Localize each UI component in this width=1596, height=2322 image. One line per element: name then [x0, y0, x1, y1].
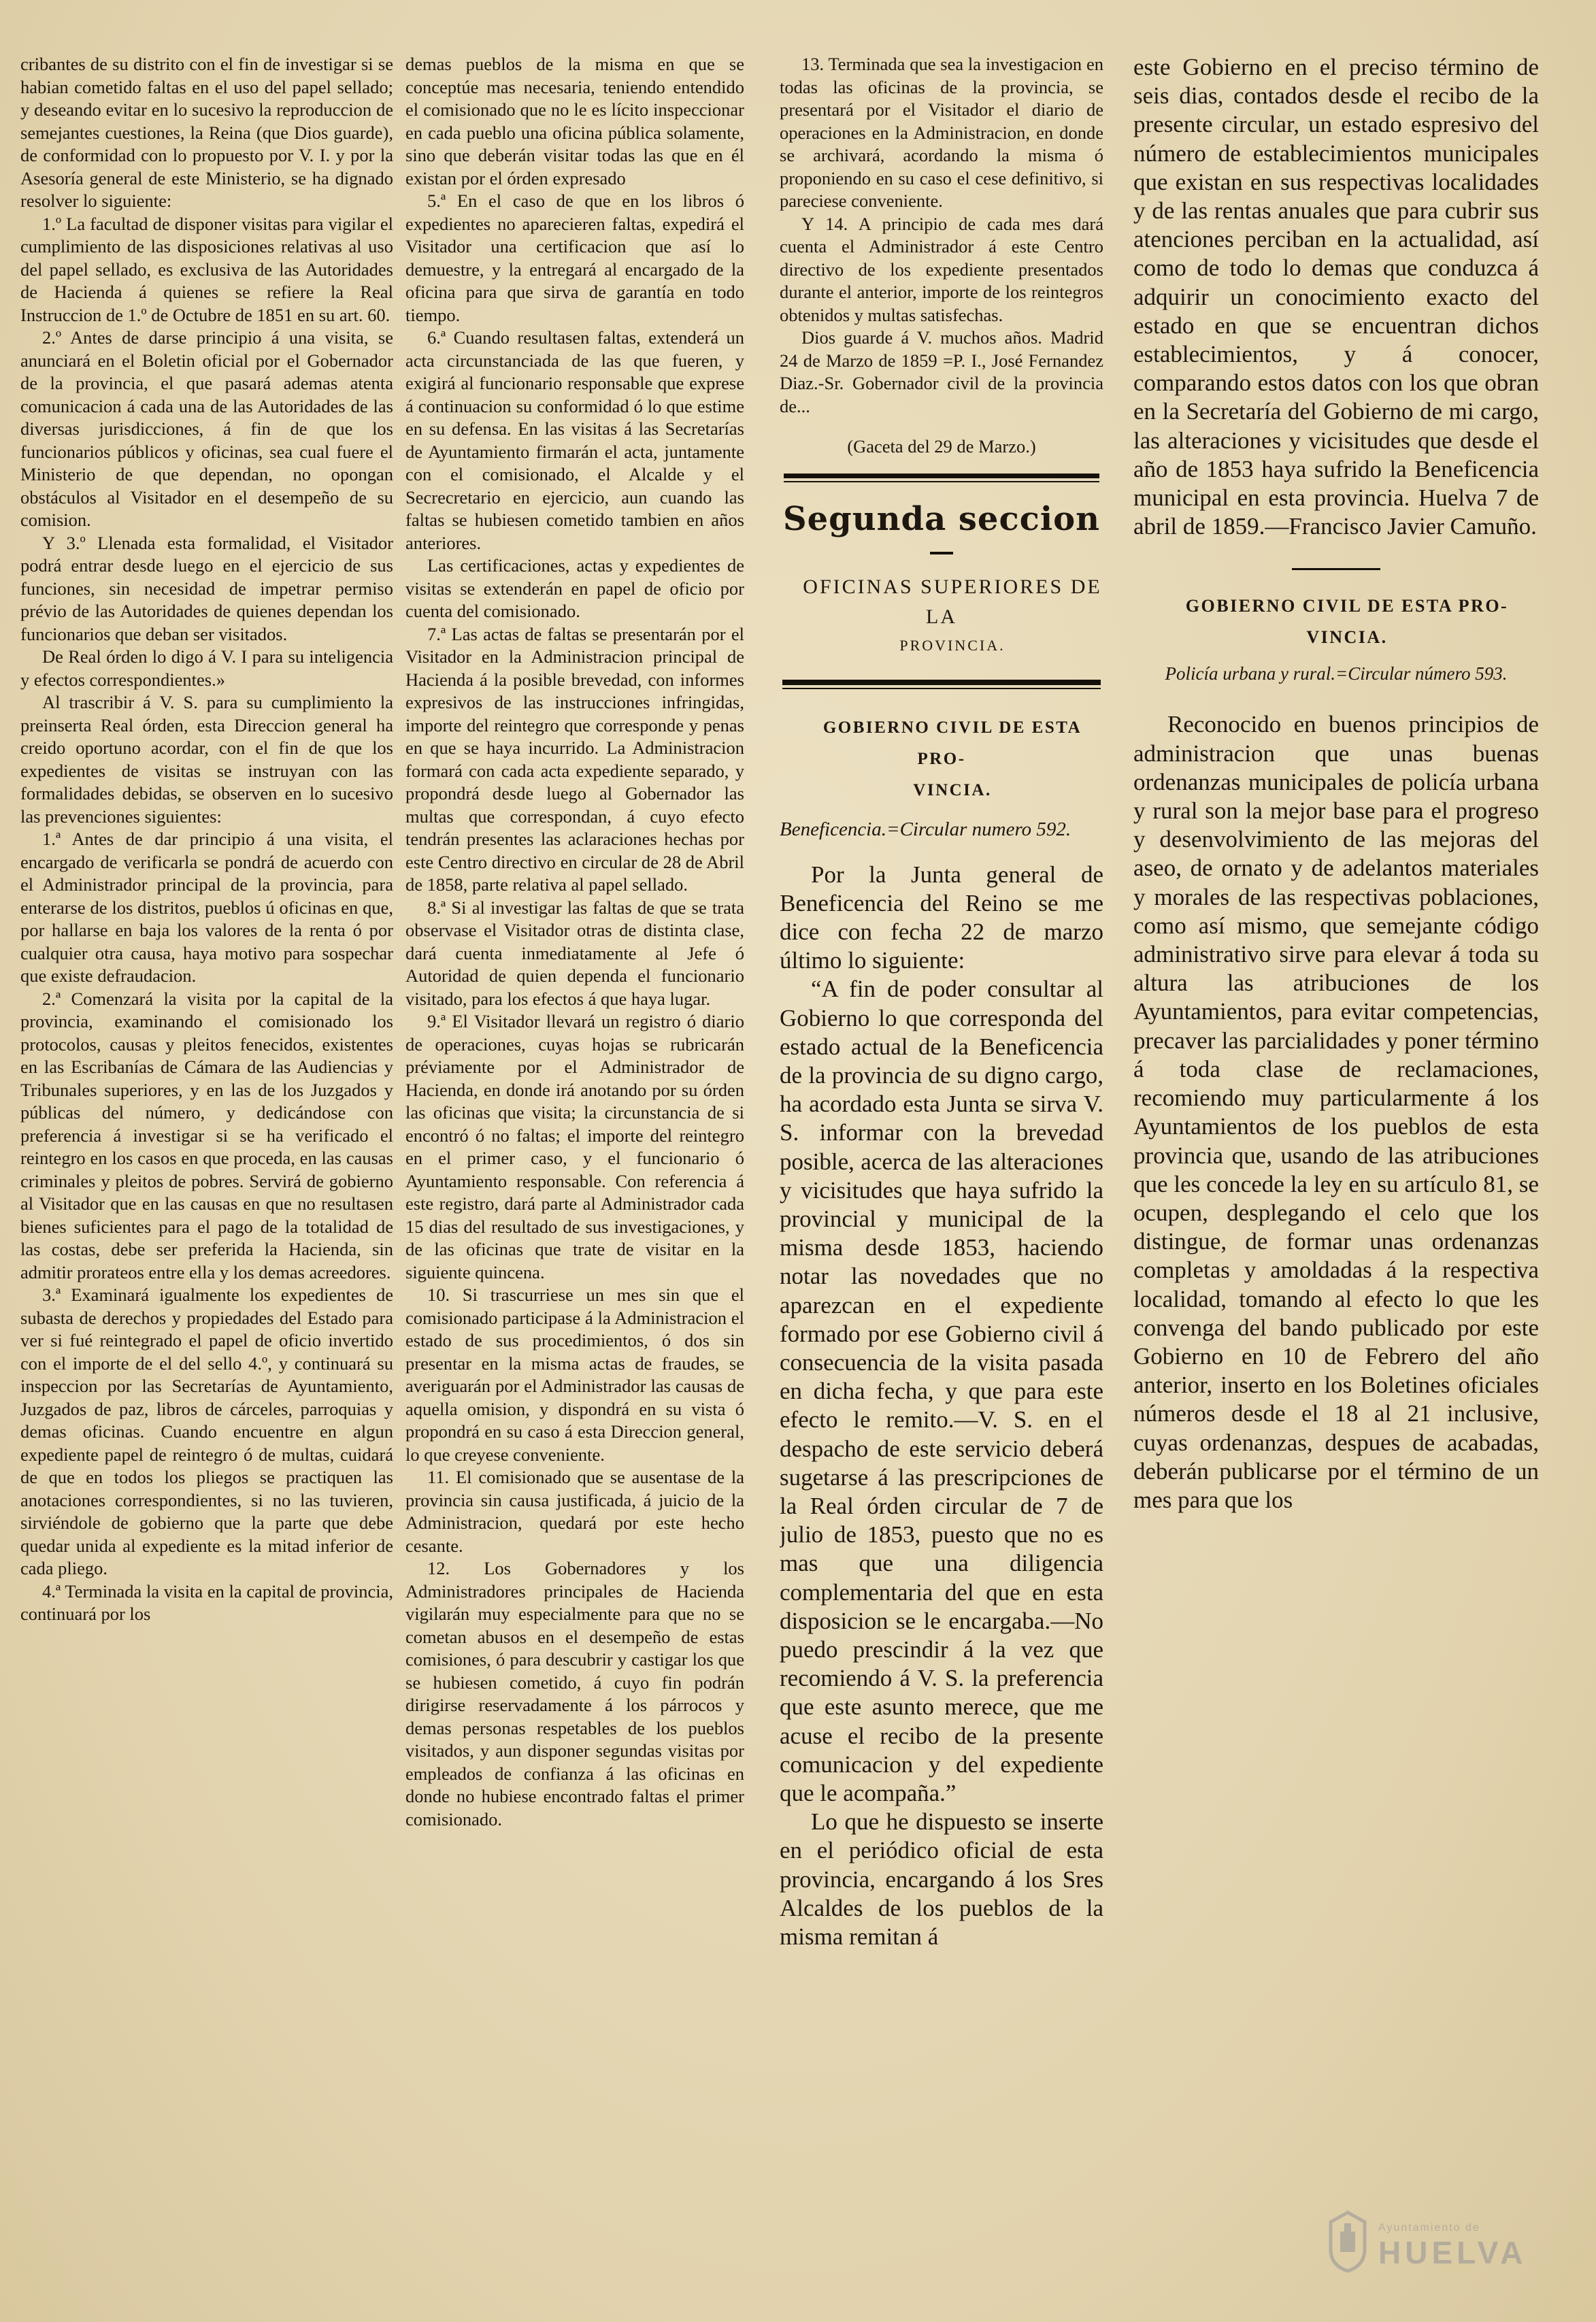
- paragraph: demas pueblos de la misma en que se conceptúe mas necesaria, teniendo entendido el comisionado que no le es lícito inspeccionar en cada pueblo una oficina pública solamente, sino que deberán visitar todas las que en él existan por el órden expresado: [405, 54, 744, 188]
- paragraph: 2.º Antes de darse principio á una visita, se anunciará en el Boletin oficial por el Gobernador de la provincia, el que pasará ademas atenta comunicacion á cada una de las Autoridades de las diversas jurisdicciones, á fin de que los funcionarios públicos y oficinas, sea cual fuere el Ministerio de que dependan, no opongan obstáculos al Visitador en el desempeño de su comision.: [20, 327, 393, 530]
- offices-heading: OFICINAS SUPERIORES DE LA: [803, 575, 1102, 628]
- section-rule: [784, 474, 1099, 478]
- column-1: [20, 53, 393, 1626]
- paragraph: 9.ª El Visitador llevará un registro ó diario de operaciones, cuyas hojas se rubricarán préviamente por el Administrador de Hacienda, en donde irá anotando por su órden las oficinas que visita; la circunstancia de si encontró ó no faltas; el importe del reintegro en el primer caso, y el funcionario ó Ayuntamiento responsable. Con referencia á este registro, dará parte al Administrador cada 15 dias del resultado de sus investigaciones, y de las oficinas que trate de visitar en la siguiente quincena.: [405, 1011, 744, 1282]
- paragraph: Las certificaciones, actas y expedientes de visitas se extenderán en papel de oficio por cuenta del comisionado.: [405, 555, 744, 621]
- gobierno-heading-2: VINCIA.: [1306, 627, 1388, 648]
- circular-title: Beneficencia.=Circular numero 592.: [780, 818, 1071, 840]
- paragraph: Lo que he dispuesto se inserte en el periódico oficial de esta provincia, encargando á los Sres Alcaldes de los pueblos de la misma remitan á: [780, 1808, 1103, 1951]
- source-credit: (Gaceta del 29 de Marzo.): [847, 436, 1036, 457]
- paragraph: cribantes de su distrito con el fin de investigar si se habian cometido faltas en el uso del papel sellado; y deseando evitar en lo sucesivo la reproduccion de semejantes cuestiones, la Reina (que Dios guarde), de conformidad con lo propuesto por V. I. y por la Asesoría general de este Ministerio, se ha dignado resolver lo siguiente:: [20, 54, 393, 211]
- huelva-watermark: [1324, 2208, 1569, 2276]
- paragraph: Por la Junta general de Beneficencia del Reino se me dice con fecha 22 de marzo último lo siguiente:: [780, 861, 1103, 974]
- paragraph: 8.ª Si al investigar las faltas de que se trata observase el Visitador otras de distinta clase, dará cuenta inmediatamente al Jefe ó Autoridad de quien dependa el funcionario visitado, para los efectos á que haya lugar.: [405, 897, 744, 1009]
- double-rule: [782, 680, 1101, 689]
- section-rule-thin: [784, 481, 1099, 482]
- gobierno-heading-2: VINCIA.: [913, 780, 992, 799]
- paragraph: 13. Terminada que sea la investigacion en todas las oficinas de la provincia, se presentará por el Visitador el diario de operaciones en la Administracion, en donde se archivará, acordando la misma ó proponiendo en su caso el cese definitivo, si pareciese conveniente.: [780, 54, 1103, 211]
- paragraph: 7.ª Las actas de faltas se presentarán por el Visitador en la Administracion principal de Hacienda á la posible brevedad, con informes expresivos de las instrucciones infringidas, importe del reintegro que corresponde y penas en que se haya incurrido. La Administracion formará con cada acta expediente separado, y propondrá desde luego al Gobernador las multas que correspondan, á cuyo efecto tendrán presentes las aclaraciones hechas por este Centro directivo en circular de 28 de Abril de 1858, parte relativa al papel sellado.: [405, 623, 744, 895]
- paragraph: Y 14. A principio de cada mes dará cuenta el Administrador á este Centro directivo de los expediente presentados durante el anterior, importe de los reintegros obtenidos y multas satisfechas.: [780, 213, 1103, 325]
- paragraph: 5.ª En el caso de que en los libros ó expedientes no aparecieren faltas, expedirá el Visitador una certificacion que así lo demuestre, y la entregará al encargado de la oficina para que sirva de garantía en todo tiempo.: [405, 190, 744, 325]
- paragraph: De Real órden lo digo á V. I para su inteligencia y efectos correspondientes.»: [20, 646, 393, 690]
- quoted-paragraph: “A fin de poder consultar al Gobierno lo que corresponda del estado actual de la Beneficencia de la provincia de su digno cargo, ha acordado esta Junta se sirva V. S. informar con la brevedad posible, acerca de las alteraciones y vicisitudes que haya sufrido la provincial y municipal de la misma desde 1853, haciendo notar las novedades que no aparezcan en el expediente formado por ese Gobierno civil á consecuencia de la visita pasada en dicha fecha, y que para este efecto le remito.—V. S. en el despacho de este servicio deberá sugetarse á las prescripciones de la Real órden circular de 7 de julio de 1853, puesto que no es mas que una diligencia complementaria del que en esta disposicion se le encargaba.—No puedo prescindir á la vez que recomiendo á V. S. la preferencia que este asunto merece, que me acuse el recibo de la presente comunicacion y del expediente que le acompaña.”: [780, 976, 1103, 1806]
- short-rule: [1292, 568, 1380, 570]
- column-2: [405, 53, 744, 1831]
- paragraph: este Gobierno en el preciso término de seis dias, contados desde el recibo de la presente circular, un estado espresivo del número de establecimientos municipales que existan en sus respectivas localidades y de las rentas anuales que para cubrir sus atenciones perciban en la actualidad, así como de todo lo demas que conduzca á adquirir un conocimiento exacto del estado en que se encuentran dichos establecimientos, y á conocer, comparando estos datos con los que obran en la Secretaría del Gobierno de mi cargo, las alteraciones y vicisitudes que desde el año de 1853 haya sufrido la Beneficencia municipal en esta provincia. Huelva 7 de abril de 1859.—Francisco Javier Camuño.: [1133, 54, 1539, 540]
- dash-divider: [930, 552, 953, 554]
- gobierno-heading: GOBIERNO CIVIL DE ESTA PRO-: [1185, 596, 1509, 616]
- paragraph: 4.ª Terminada la visita en la capital de provincia, continuará por los: [20, 1580, 393, 1624]
- paragraph: 2.ª Comenzará la visita por la capital de la provincia, examinando el comisionado los protocolos, causas y pleitos fenecidos, existentes en las Escribanías de Cámara de las Audiencias y Tribunales superiores, y en las de los Juzgados y públicas del número, y dedicándose con preferencia á investigar si se ha verificado el reintegro en los casos en que proceda, en las causas criminales y pleitos de pobres. Servirá de gobierno al Visitador que en las causas en que no resultasen bienes suficientes para el pago de la totalidad de las costas, debe ser preferida la Hacienda, sin admitir prorateos entre ella y los demas acreedores.: [20, 988, 393, 1282]
- offices-subheading: PROVINCIA.: [899, 636, 1005, 654]
- paragraph: Y 3.º Llenada esta formalidad, el Visitador podrá entrar desde luego en el ejercicio de sus funciones, sin necesidad de impetrar permiso prévio de las Autoridades de quienes dependan los funcionarios que deban ser visitados.: [20, 532, 393, 644]
- paragraph: 1.º La facultad de disponer visitas para vigilar el cumplimiento de las disposiciones relativas al uso del papel sellado, es exclusiva de las Autoridades de Hacienda á quienes se refiere la Real Instruccion de 1.º de Octubre de 1851 en su art. 60.: [20, 213, 393, 325]
- column-4: [1133, 53, 1539, 1514]
- gobierno-heading: GOBIERNO CIVIL DE ESTA PRO-: [822, 718, 1082, 768]
- paragraph: Al trascribir á V. S. para su cumplimiento la preinserta Real órden, esta Direccion general ha creido oportuno acordar, con el fin de que los expedientes de visitas se instruyan con las formalidades debidas, se observen en lo sucesivo las prevenciones siguientes:: [20, 692, 393, 827]
- watermark-line-1: Ayuntamiento de: [1378, 2222, 1480, 2234]
- paragraph: 1.ª Antes de dar principio á una visita, el encargado de verificarla se pondrá de acuerdo con el Administrador principal de la provincia, para enterarse de los distritos, pueblos ú oficinas en que, por hallarse en baja los valores de la renta ó por cualquier otra causa, haya motivo para sospechar que existe defraudacion.: [20, 829, 393, 986]
- paragraph: 10. Si trascurriese un mes sin que el comisionado participase á la Administracion el estado de sus procedimientos, ó dos sin presentar en la misma actas de fraudes, se averiguarán por el Administrador las causas de aquella omision, y dispondrá en su vista ó propondrá en su caso á esta Direccion general, lo que creyese conveniente.: [405, 1284, 744, 1465]
- section-title: Segunda seccion: [782, 499, 1101, 538]
- paragraph: 12. Los Gobernadores y los Administradores principales de Hacienda vigilarán muy especialmente para que no se cometan abusos en el desempeño de estas comisiones, ó para descubrir y castigar los que se hubiesen cometido, á cuyo fin podrán dirigirse reservadamente á los párrocos y demas personas respetables de los pueblos visitados, y aun disponer segundas visitas por empleados de confianza á las oficinas en donde no hubiese encontrado faltas el primer comisionado.: [405, 1558, 744, 1829]
- paragraph: 6.ª Cuando resultasen faltas, extenderá un acta circunstanciada de las que fueren, y exigirá al funcionario responsable que exprese á continuacion su conformidad ó lo que estime en su defensa. En las visitas á las Secretarías de Ayuntamiento firmarán el acta, juntamente con el comisionado, el Alcalde y el Secrecretario en ejercicio, aun cuando las faltas se hubiesen cometido tambien en años anteriores.: [405, 327, 744, 553]
- signature-paragraph: Dios guarde á V. muchos años. Madrid 24 de Marzo de 1859 =P. I., José Fernandez Diaz.-Sr. Gobernador civil de la provincia de...: [780, 327, 1103, 416]
- city-crest-icon: [1324, 2208, 1371, 2274]
- paragraph: Reconocido en buenos principios de administracion que unas buenas ordenanzas municipales de policía urbana y rural son la mejor base para el progreso y desenvolvimiento de las mejoras del aseo, de ornato y de adelantos materiales y morales de las respectivas poblaciones, como así mismo, que semejante código administrativo sirve para elevar á toda su altura las atribuciones de los Ayuntamientos, para evitar competencias, precaver las parcialidades y poner término á toda clase de reclamaciones, recomiendo muy particularmente á los Ayuntamientos de los pueblos de esta provincia que, usando de las atribuciones que les concede la ley en su artículo 81, se ocupen, desplegando el celo que los distingue, de formar unas ordenanzas completas y amoldadas á la respectiva localidad, tomando al efecto lo que les convenga del bando publicado por este Gobierno en 10 de Febrero del año anterior, inserto en los Boletines oficiales números desde el 18 al 21 inclusive, cuyas ordenanzas, despues de acabadas, deberán publicarse por el término de un mes para que los: [1133, 711, 1539, 1513]
- column-3: [780, 53, 1103, 1951]
- circular-title: Policía urbana y rural.=Circular número 593.: [1165, 663, 1508, 684]
- paragraph: 3.ª Examinará igualmente los expedientes de subasta de derechos y propiedades del Estado para ver si fué reintegrado el papel de oficio invertido con el importe de el del sello 4.º, y continuará su inspeccion por las Secretarías de Ayuntamiento, Juzgados de paz, libros de cárceles, parroquias y demas oficinas. Cuando encuentre en algun expediente papel de reintegro ó de multas, cuidará de que en todos los pliegos se practiquen las anotaciones correspondientes, si no las tuvieren, sirviéndole de gobierno que la parte que debe quedar unida al expediente es la mitad inferior de cada pliego.: [20, 1284, 393, 1578]
- paragraph: 11. El comisionado que se ausentase de la provincia sin causa justificada, á juicio de la Administracion, quedará por este hecho cesante.: [405, 1467, 744, 1556]
- watermark-line-2: HUELVA: [1378, 2235, 1527, 2270]
